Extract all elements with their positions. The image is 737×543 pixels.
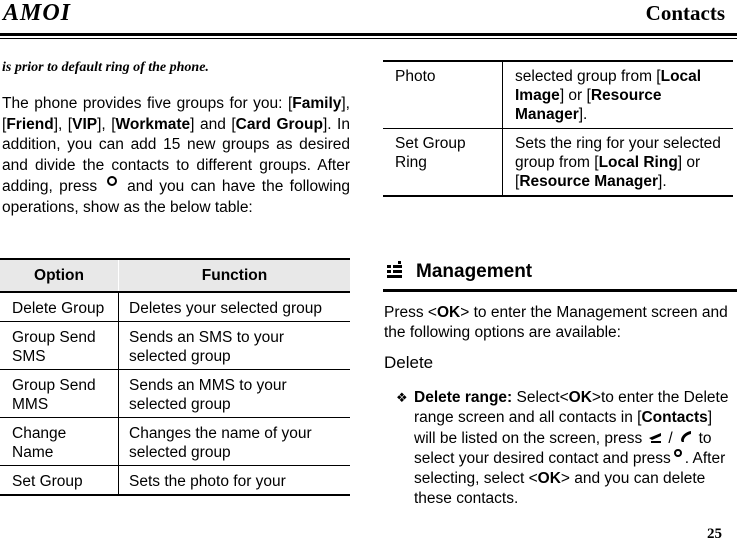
ok-key-icon [674,449,682,457]
header-rule-thin [0,38,737,39]
table-row [0,466,350,496]
left-column [0,60,350,218]
cell-text: ]. [578,106,588,123]
table-row [383,129,733,197]
option-cell: Delete Group [0,292,119,322]
bullet-text: to select your desired contact and press [414,429,712,467]
group-options-table [0,258,350,496]
right-softkey-icon [679,430,693,444]
para-text: and you can have the following operations, show as the below table: [2,178,350,216]
group-friend: Friend [6,115,54,133]
resource-manager-label: Resource Manager [515,87,662,123]
cell-text: Sets the ring for your selected group from [ [515,135,721,171]
function-cell: Sets the photo for your [119,466,351,496]
function-cell [503,129,734,197]
ok-key-icon [107,176,117,186]
bullet-text: / [668,429,673,447]
ok-key-label: OK [537,470,561,488]
management-heading [383,259,737,292]
separator: ] and [ [190,115,236,133]
option-cell: Group Send SMS [0,322,119,370]
para-text: The phone provides five groups for you: [ [2,95,293,112]
table-row [0,292,350,322]
contacts-label: Contacts [641,409,708,427]
separator: ], [ [2,95,350,133]
group-family: Family [292,95,342,112]
bullet-text: >to enter the Delete range screen and all contacts in [ [414,389,729,427]
page-header-title: Contacts [645,1,725,25]
bullet-text: . After selecting, select < [414,449,726,488]
continued-text: is prior to default ring of the phone. [2,60,209,75]
function-header: Function [119,259,351,292]
cell-text: selected group from [ [515,68,661,85]
separator: ], [ [97,115,116,133]
resource-manager-label: Resource Manager [519,173,659,190]
amoi-logo: AMOI [3,0,72,26]
left-softkey-icon [648,430,662,444]
option-cell: Set Group Ring [383,129,503,197]
table-row [0,370,350,418]
option-cell: Set Group [0,466,119,496]
group-options-table-continued [383,60,733,197]
option-cell: Group Send MMS [0,370,119,418]
bullet-body [414,388,734,510]
delete-range-bullet [396,388,734,510]
local-image-label: Local Image [515,68,702,104]
local-ring-label: Local Ring [598,154,678,171]
ok-key-label: OK [568,389,592,406]
bullet-text: Select< [512,389,569,406]
option-cell: Change Name [0,418,119,466]
cell-text: ]. [658,173,667,190]
groups-paragraph [0,94,350,218]
function-cell: Sends an MMS to your selected group [119,370,351,418]
function-cell: Changes the name of your selected group [119,418,351,466]
management-intro [384,303,729,343]
bullet-text: ] will be listed on the screen, press [414,409,713,447]
group-card-group: Card Group [235,115,323,133]
cell-text: ] or [ [559,87,591,104]
bullet-label: Delete range: [414,389,513,406]
page-number: 25 [707,526,722,542]
group-workmate: Workmate [115,115,191,133]
intro-text: > to enter the Management screen and the following options are available: [384,304,728,341]
function-cell [503,61,734,129]
diamond-bullet-icon: ❖ [396,390,408,405]
cell-text: ] or [ [515,154,701,190]
menu-icon [386,261,403,279]
table-row [383,61,733,129]
separator: ], [ [53,115,73,133]
bullet-text: > and you can delete these contacts. [414,470,706,508]
management-title: Management [416,261,533,282]
delete-heading: Delete [384,353,434,372]
table-row [0,418,350,466]
header-rule-thick [0,33,737,36]
table-row [0,322,350,370]
option-header: Option [0,259,119,292]
ok-key-label: OK [436,304,461,321]
option-cell: Photo [383,61,503,129]
group-vip: VIP [72,115,98,133]
intro-text: Press < [384,304,437,321]
function-cell: Sends an SMS to your selected group [119,322,351,370]
para-text: ]. In addition, you can add 15 new groups as desired and divide the contacts to different groups. After adding, press [2,115,350,195]
function-cell: Deletes your selected group [119,292,351,322]
